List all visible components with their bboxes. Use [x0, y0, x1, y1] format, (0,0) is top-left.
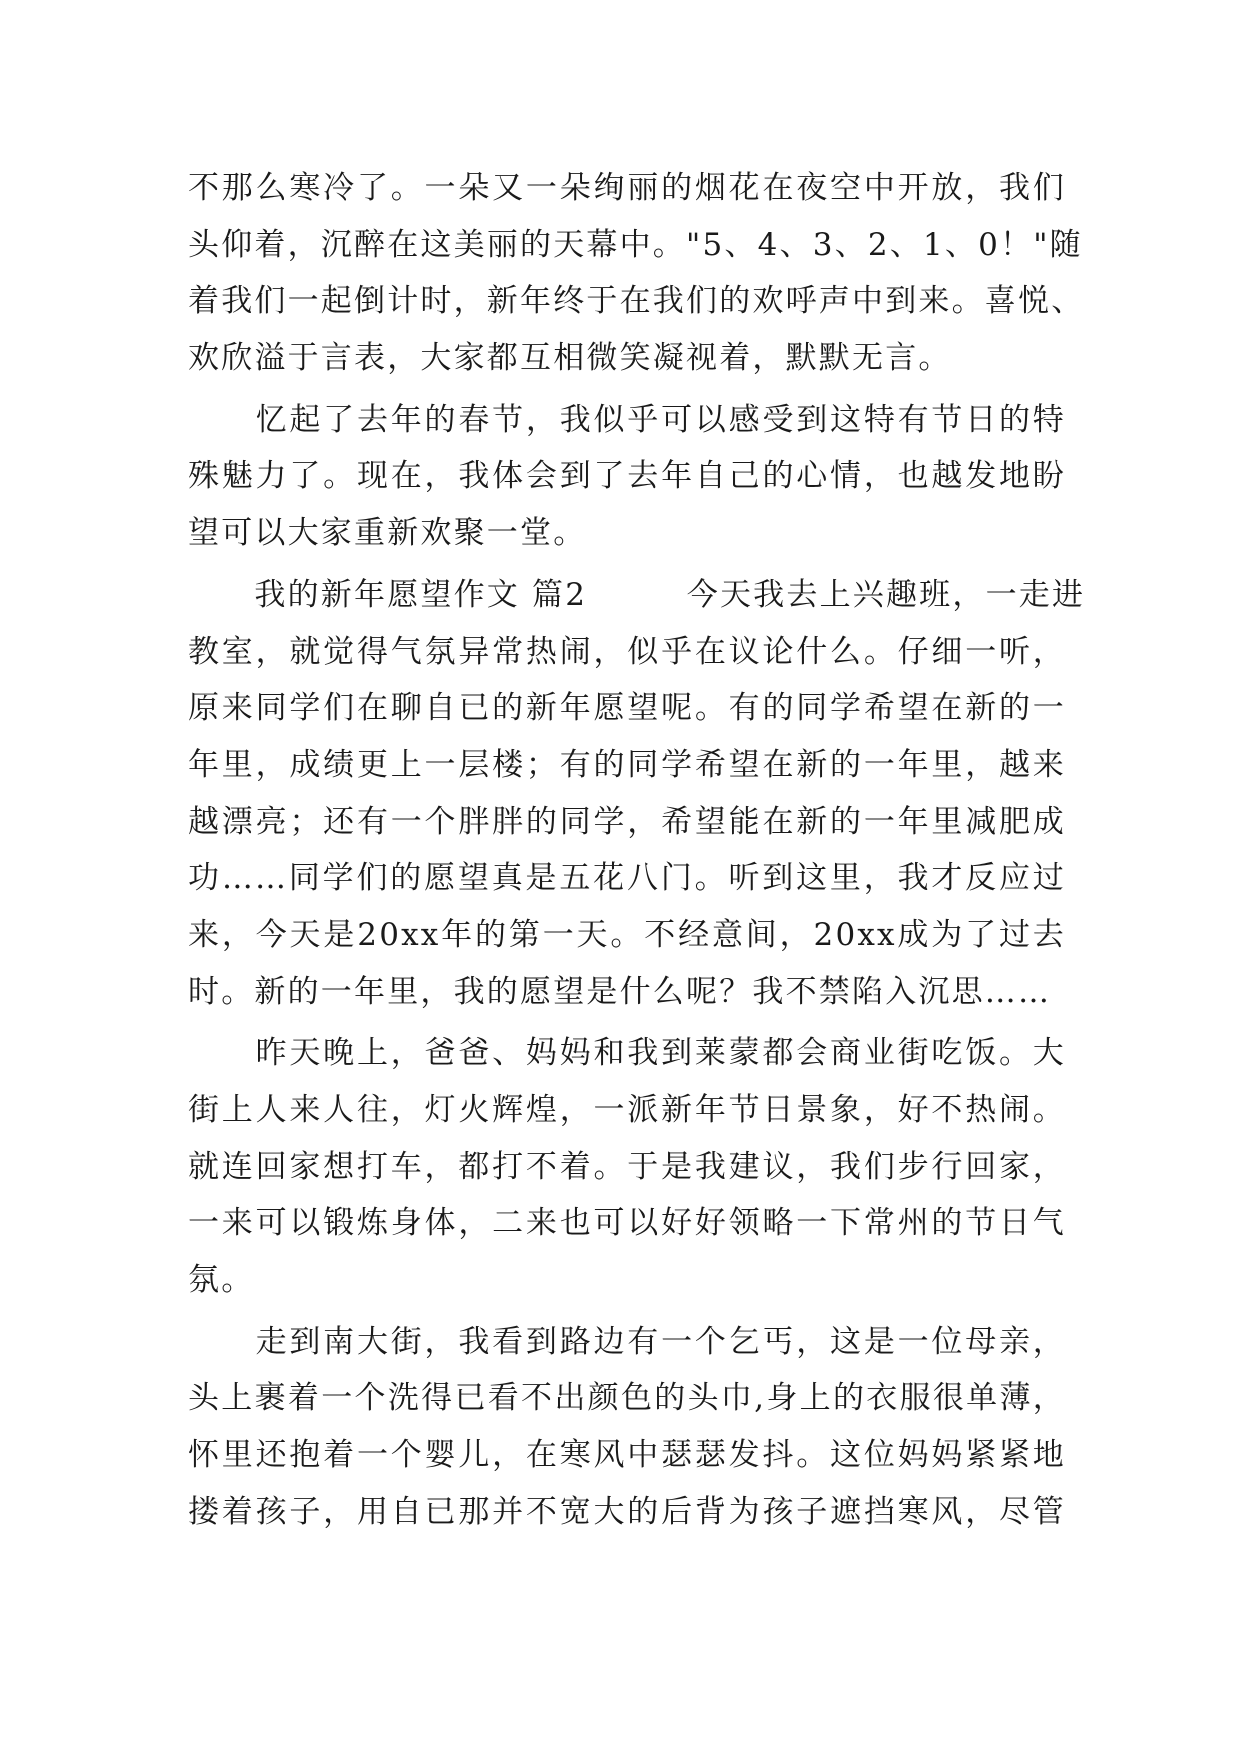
text-line: 望可以大家重新欢聚一堂。	[188, 515, 587, 552]
text-line: 殊魅力了。现在，我体会到了去年自己的心情，也越发地盼	[188, 458, 1066, 495]
text-line: 功……同学们的愿望真是五花八门。听到这里，我才反应过	[188, 860, 1066, 897]
text-line: 教室，就觉得气氛异常热闹，似乎在议论什么。仔细一听，	[188, 633, 1066, 670]
text-line: 着我们一起倒计时，新年终于在我们的欢呼声中到来。喜悦、	[188, 283, 1085, 320]
text-line: 街上人来人往，灯火辉煌，一派新年节日景象，好不热闹。	[188, 1092, 1066, 1128]
text-line: 越漂亮；还有一个胖胖的同学，希望能在新的一年里减肥成	[188, 803, 1066, 840]
text-line: 欢欣溢于言表，大家都互相微笑凝视着，默默无言。	[188, 340, 952, 377]
text-line: 就连回家想打车，都打不着。于是我建议，我们步行回家，	[188, 1148, 1066, 1185]
text-line: 头仰着，沉醉在这美丽的天幕中。"5、4、3、2、1、0！"随	[188, 226, 1083, 263]
text-line: 原来同学们在聊自已的新年愿望呢。有的同学希望在新的一	[188, 690, 1066, 727]
text-line: 搂着孩子，用自已那并不宽大的后背为孩子遮挡寒风，尽管	[188, 1493, 1066, 1530]
text-line: 氛。	[188, 1262, 255, 1299]
text-line: 一来可以锻炼身体，二来也可以好好领略一下常州的节日气	[188, 1205, 1066, 1242]
text-line: 走到南大街，我看到路边有一个乞丐，这是一位母亲，	[188, 1323, 1066, 1360]
text-line: 年里，成绩更上一层楼；有的同学希望在新的一年里，越来	[188, 746, 1066, 783]
text-line: 我的新年愿望作文 篇2 今天我去上兴趣班，一走进	[188, 576, 1086, 613]
text-line: 头上裹着一个洗得已看不出颜色的头巾,身上的衣服很单薄，	[188, 1380, 1066, 1417]
document-body	[188, 160, 1086, 1541]
text-line: 不那么寒冷了。一朵又一朵绚丽的烟花在夜空中开放，我们	[188, 170, 1066, 206]
text-line: 忆起了去年的春节，我似乎可以感受到这特有节日的特	[188, 401, 1066, 438]
text-line: 怀里还抱着一个婴儿，在寒风中瑟瑟发抖。这位妈妈紧紧地	[188, 1437, 1066, 1474]
text-line: 来，今天是20xx年的第一天。不经意间，20xx成为了过去	[188, 916, 1066, 953]
text-line: 时。新的一年里，我的愿望是什么呢？我不禁陷入沉思……	[188, 973, 1052, 1010]
text-line: 昨天晚上，爸爸、妈妈和我到莱蒙都会商业街吃饭。大	[188, 1035, 1066, 1072]
